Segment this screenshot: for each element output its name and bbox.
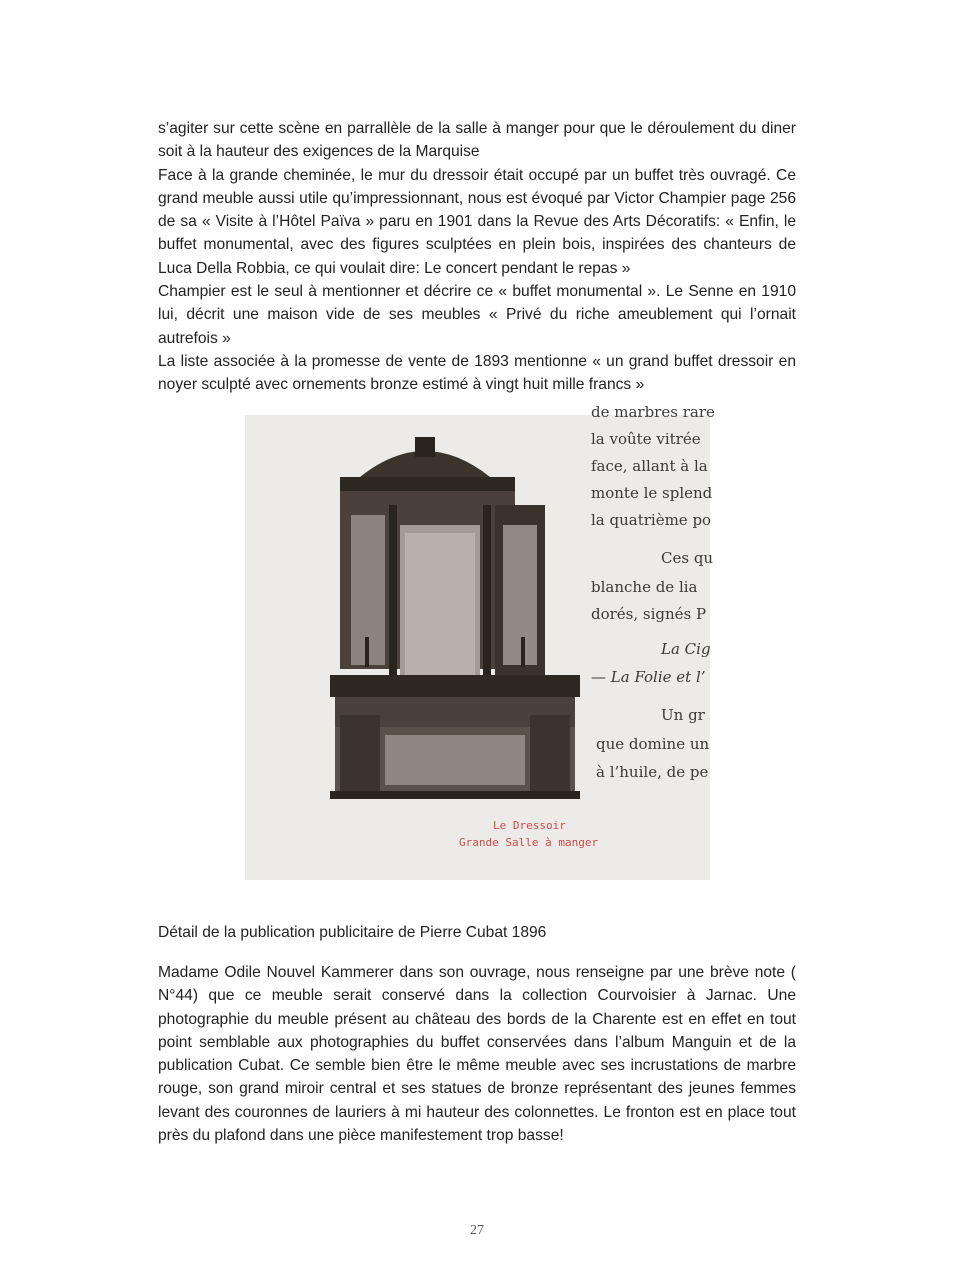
paragraph: La liste associée à la promesse de vente de 1893 mentionne « un grand buffet dressoir en noyer sculpté avec ornements bronze estimé à vingt huit mille francs » <box>158 352 796 394</box>
book-text-line: la voûte vitrée <box>591 430 701 448</box>
book-text-line: Un gr <box>661 706 705 724</box>
buffet-photograph <box>245 403 715 880</box>
book-text-line: Ces qu <box>661 549 714 567</box>
book-text-line: monte le splend <box>591 484 713 502</box>
book-text-line: — La Folie et l’ <box>591 668 706 686</box>
figure-red-caption-subtitle: Grande Salle à manger <box>459 836 599 849</box>
book-text-line: dorés, signés P <box>591 605 707 623</box>
body-text-bottom <box>158 961 796 1147</box>
book-text-line: La Cig <box>661 640 711 658</box>
book-text-line: la quatrième po <box>591 511 712 529</box>
book-text-line: blanche de lia <box>591 578 698 596</box>
figure-red-caption-title: Le Dressoir <box>493 819 566 832</box>
book-text-line: à l’huile, de pe <box>596 763 709 781</box>
paragraph: s’agiter sur cette scène en parrallèle de la salle à manger pour que le déroulement du diner soit à la hauteur des exigences de la Marquise <box>158 120 796 161</box>
book-text-line: de marbres rare <box>591 403 715 421</box>
book-text-line: face, allant à la <box>591 457 708 475</box>
paragraph: Face à la grande cheminée, le mur du dressoir était occupé par un buffet très ouvragé. Ce grand meuble aussi utile qu’impressionnant, nous est évoqué par Victor Champier page 256 de sa « Visite à l’Hôtel Païva » paru en 1901 dans la Revue des Arts Décoratifs: « Enfin, le buffet monumental, avec des figures sculptées en plein bois, inspirées des chanteurs de Luca Della Robbia, ce qui voulait dire: Le concert pendant le repas » <box>158 166 796 277</box>
page-number: 27 <box>470 1223 484 1238</box>
body-text-top <box>158 117 796 397</box>
book-text-line: que domine un <box>596 735 710 753</box>
paragraph: Champier est le seul à mentionner et décrire ce « buffet monumental ». Le Senne en 1910 lui, décrit une maison vide de ses meubles « Privé du riche ameublement qui l’ornait autrefois » <box>158 283 796 347</box>
figure-caption: Détail de la publication publicitaire de Pierre Cubat 1896 <box>158 924 547 941</box>
paragraph: Madame Odile Nouvel Kammerer dans son ouvrage, nous renseigne par une brève note ( N°44) que ce meuble serait conservé dans la collection Courvoisier à Jarnac. Une photographie du meuble présent au château des bords de la Charente est en effet en tout point semblable aux photographies du buffet conservées dans l’album Manguin et de la publication Cubat. Ce semble bien être le même meuble avec ses incrustations de marbre rouge, son grand miroir central et ses statues de bronze représentant des jeunes femmes levant des couronnes de lauriers à mi hauteur des colonnettes. Le fronton est en place tout près du plafond dans une pièce manifestement trop basse! <box>158 964 796 1145</box>
